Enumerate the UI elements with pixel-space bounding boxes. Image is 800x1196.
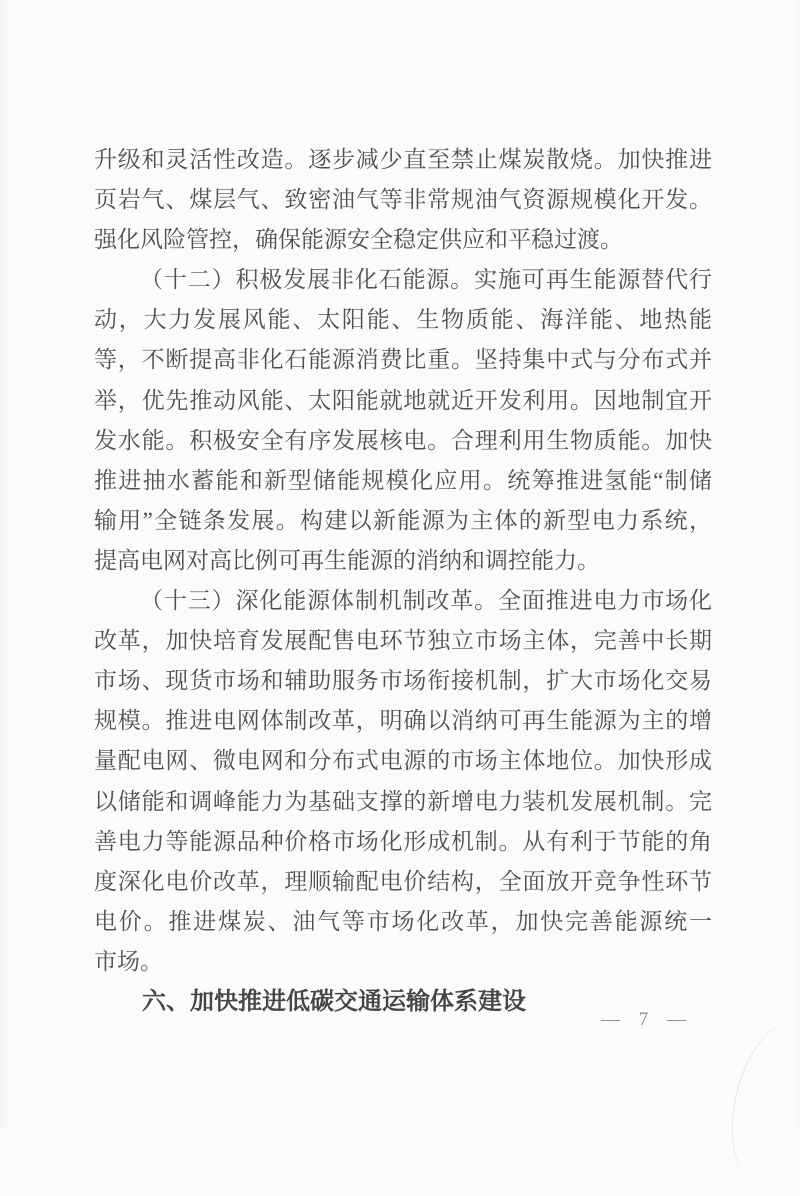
text-line: 量配电网、微电网和分布式电源的市场主体地位。加快形成 <box>94 748 712 774</box>
text-line: 升级和灵活性改造。逐步减少直至禁止煤炭散烧。加快推进 <box>94 147 712 172</box>
text-line: （十二）积极发展非化石能源。实施可再生能源替代行 <box>140 267 712 293</box>
text-line: 电价。推进煤炭、油气等市场化改革，加快完善能源统一 <box>94 908 712 934</box>
text-line: 等，不断提高非化石能源消费比重。坚持集中式与分布式并 <box>94 347 712 373</box>
paragraph-item-13 <box>94 584 712 985</box>
scan-edge-artifact <box>716 1010 800 1196</box>
text-line: 以储能和调峰能力为基础支撑的新增电力装机发展机制。完 <box>94 788 712 814</box>
text-line: 推进抽水蓄能和新型储能规模化应用。统筹推进氢能“制储 <box>94 467 712 493</box>
paragraph-item-12 <box>94 263 712 584</box>
text-line: 规模。推进电网体制改革，明确以消纳可再生能源为主的增 <box>94 708 712 734</box>
text-line: 动，大力发展风能、太阳能、生物质能、海洋能、地热能 <box>94 307 712 333</box>
text-line: 市场。 <box>94 948 163 974</box>
text-line: 改革，加快培育发展配售电环节独立市场主体，完善中长期 <box>94 628 712 654</box>
text-line: 输用”全链条发展。构建以新能源为主体的新型电力系统， <box>94 507 712 533</box>
paragraph-continuation <box>94 143 712 263</box>
text-line: 强化风险管控，确保能源安全稳定供应和平稳过渡。 <box>94 227 623 253</box>
text-line: 页岩气、煤层气、致密油气等非常规油气资源规模化开发。 <box>94 187 712 213</box>
page-number: — 7 — <box>601 1009 688 1030</box>
text-line: 市场、现货市场和辅助服务市场衔接机制，扩大市场化交易 <box>94 668 712 694</box>
text-line: 提高电网对高比例可再生能源的消纳和调控能力。 <box>94 547 600 573</box>
text-line: 度深化电价改革，理顺输配电价结构，全面放开竞争性环节 <box>94 868 712 894</box>
text-line: 举，优先推动风能、太阳能就地就近开发利用。因地制宜开 <box>94 387 712 413</box>
text-line: 发水能。积极安全有序发展核电。合理利用生物质能。加快 <box>94 427 712 453</box>
text-block <box>94 143 712 1025</box>
text-line: 善电力等能源品种价格市场化形成机制。从有利于节能的角 <box>94 828 712 854</box>
section-heading-text: 六、加快推进低碳交通运输体系建设 <box>142 987 526 1015</box>
text-line: （十三）深化能源体制机制改革。全面推进电力市场化 <box>140 588 712 614</box>
